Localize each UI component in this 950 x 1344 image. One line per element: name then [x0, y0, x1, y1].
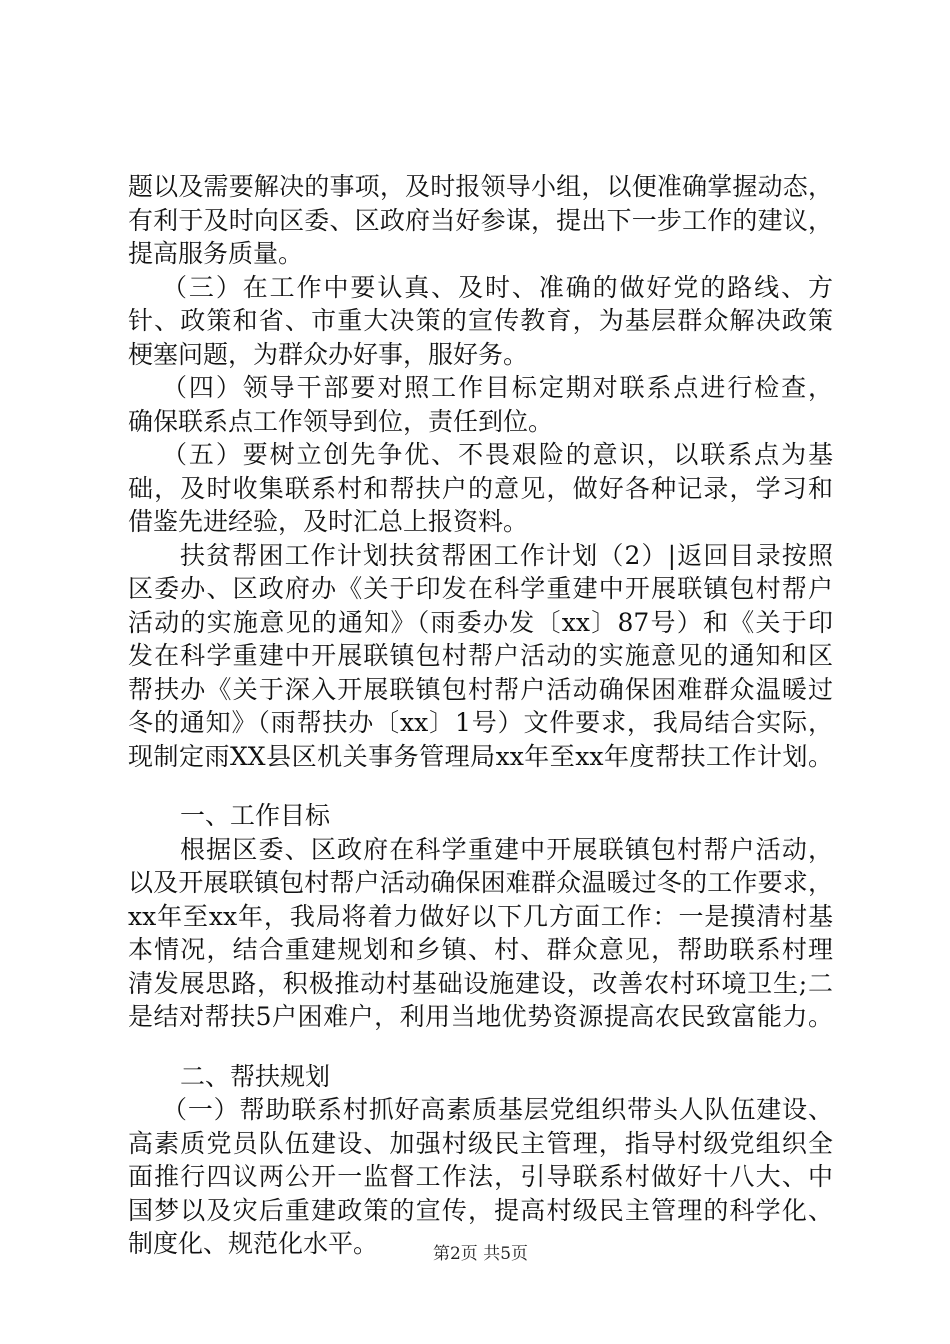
text-line: 冬的通知》（雨帮扶办〔xx〕1号）文件要求，我局结合实际，: [128, 708, 833, 737]
paragraph: [128, 539, 833, 774]
document-page: [128, 0, 833, 1344]
document-body: [128, 170, 833, 1261]
text-line: 以及开展联镇包村帮户活动确保困难群众温暖过冬的工作要求，: [128, 868, 833, 897]
text-line: 面推行四议两公开一监督工作法，引导联系村做好十八大、中: [128, 1162, 833, 1191]
text-line: 国梦以及灾后重建政策的宣传，提高村级民主管理的科学化、: [128, 1195, 833, 1225]
text-line: （一）帮助联系村抓好高素质基层党组织带头人队伍建设、: [162, 1095, 833, 1124]
paragraph: [128, 271, 833, 372]
text-line: xx年至xx年，我局将着力做好以下几方面工作：一是摸清村基: [128, 901, 833, 931]
text-line: （三）在工作中要认真、及时、准确的做好党的路线、方: [162, 272, 833, 302]
text-line: 清发展思路，积极推动村基础设施建设，改善农村环境卫生;二: [128, 968, 833, 998]
text-line: 发在科学重建中开展联镇包村帮户活动的实施意见的通知和区: [128, 641, 833, 670]
text-line: 针、政策和省、市重大决策的宣传教育，为基层群众解决政策: [128, 306, 833, 335]
text-line: 借鉴先进经验，及时汇总上报资料。: [128, 507, 529, 536]
paragraph: [128, 170, 833, 271]
section-heading: 一、工作目标: [180, 801, 331, 830]
text-line: 是结对帮扶5户困难户，利用当地优势资源提高农民致富能力。: [128, 1002, 833, 1031]
paragraph: [128, 833, 833, 1034]
text-line: 帮扶办《关于深入开展联镇包村帮户活动确保困难群众温暖过: [128, 674, 833, 704]
text-line: 扶贫帮困工作计划扶贫帮困工作计划（2）|返回目录按照: [180, 540, 833, 570]
paragraph-gap: [128, 1034, 833, 1060]
text-line: 现制定雨XX县区机关事务管理局xx年至xx年度帮扶工作计划。: [128, 741, 833, 771]
text-line: 高素质党员队伍建设、加强村级民主管理，指导村级党组织全: [128, 1128, 833, 1158]
text-line: 题以及需要解决的事项，及时报领导小组，以便准确掌握动态，: [128, 172, 833, 201]
text-line: 区委办、区政府办《关于印发在科学重建中开展联镇包村帮户: [128, 574, 833, 603]
paragraph: [128, 1093, 833, 1261]
section-heading: 二、帮扶规划: [180, 1061, 331, 1091]
paragraph: [128, 371, 833, 438]
text-line: 础，及时收集联系村和帮扶户的意见，做好各种记录，学习和: [128, 473, 833, 503]
paragraph-gap: [128, 773, 833, 799]
page-number-footer: 第2页 共5页: [432, 1244, 529, 1264]
text-line: 制度化、规范化水平。: [128, 1229, 379, 1258]
text-line: 活动的实施意见的通知》（雨委办发〔xx〕87号）和《关于印: [128, 607, 833, 637]
text-line: 有利于及时向区委、区政府当好参谋，提出下一步工作的建议，: [128, 205, 833, 235]
text-line: （五）要树立创先争优、不畏艰险的意识，以联系点为基: [162, 440, 833, 469]
text-line: 梗塞问题，为群众办好事，服好务。: [128, 339, 529, 369]
text-line: 本情况，结合重建规划和乡镇、村、群众意见，帮助联系村理: [128, 935, 833, 964]
text-line: 根据区委、区政府在科学重建中开展联镇包村帮户活动，: [180, 834, 833, 864]
text-line: 提高服务质量。: [128, 239, 304, 268]
text-line: 确保联系点工作领导到位，责任到位。: [128, 406, 554, 436]
text-line: （四）领导干部要对照工作目标定期对联系点进行检查，: [162, 373, 833, 402]
paragraph: [128, 438, 833, 539]
